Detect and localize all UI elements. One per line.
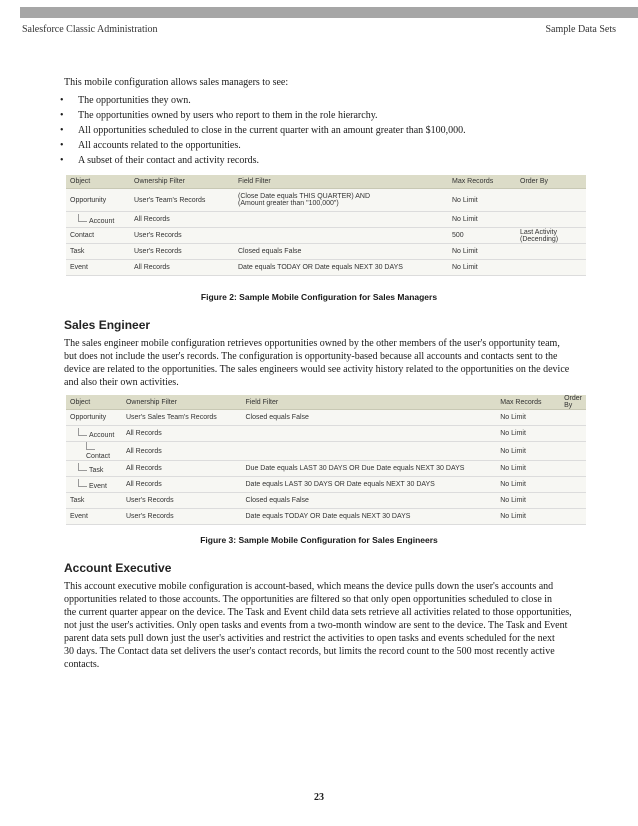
figure-caption: Figure 2: Sample Mobile Configuration for Sales Managers [200, 292, 438, 302]
cell-max: No Limit [448, 189, 516, 212]
list-item: • All accounts related to the opportunities. [60, 140, 241, 151]
page-number: 23 [314, 792, 324, 803]
column-header: Object [66, 395, 122, 410]
tree-elbow-icon [78, 428, 87, 436]
cell-object: Task [66, 493, 122, 509]
intro-text: This mobile configuration allows sales managers to see: [64, 77, 289, 88]
cell-order [516, 244, 586, 260]
column-header: Object [66, 175, 130, 189]
table-row [66, 426, 586, 442]
cell-ownership: All Records [122, 477, 242, 493]
column-header: Max Records [496, 395, 560, 410]
cell-max: No Limit [448, 212, 516, 228]
cell-object: Event [66, 509, 122, 525]
cell-max: No Limit [496, 509, 560, 525]
bullet-icon: • [60, 140, 64, 151]
list-item: • A subset of their contact and activity records. [60, 155, 260, 166]
cell-object: Task [66, 461, 122, 477]
list-item: • The opportunities they own. [60, 95, 191, 106]
cell-object: Contact [66, 442, 122, 461]
bullet-list [60, 93, 466, 168]
list-item: • The opportunities owned by users who report to them in the role hierarchy. [60, 110, 378, 121]
cell-ownership: User's Records [130, 228, 234, 244]
cell-field-filter [242, 426, 497, 442]
section-heading: Sales Engineer [64, 318, 151, 332]
cell-ownership: User's Records [130, 244, 234, 260]
section-heading: Account Executive [64, 561, 172, 575]
tree-elbow-icon [78, 479, 87, 487]
cell-order [560, 461, 586, 477]
column-header: Max Records [448, 175, 516, 189]
table-header-row [66, 395, 586, 410]
list-item: • All opportunities scheduled to close in the current quarter with an amount greater than $100,000. [60, 125, 466, 136]
cell-max: No Limit [496, 442, 560, 461]
column-header: Ownership Filter [130, 175, 234, 189]
cell-order [560, 509, 586, 525]
header-bar [20, 7, 638, 18]
cell-object: Event [66, 260, 130, 276]
cell-field-filter: Date equals LAST 30 DAYS OR Date equals NEXT 30 DAYS [242, 477, 497, 493]
paragraph: This account executive mobile configuration is account-based, which means the device pulls down the user's accounts and opportunities related to those accounts. The opportunities are filtered so that only open opportunities scheduled to close in the current quarter appear on the device. The Task and Event child data sets retrieve all activities related to those opportunities, not just the user's activities. Only open tasks and events from a two-month window are sent to the device. The Task and Event parent data sets pull down just the user's activities and restrict the activities to open tasks and events scheduled for the next 30 days. The Contact data set delivers the user's contact records, but limits the record count to the 500 most recently active contacts. [64, 581, 572, 670]
cell-max: No Limit [496, 426, 560, 442]
cell-object: Opportunity [66, 410, 122, 426]
tree-elbow-icon [78, 463, 87, 471]
table-row [66, 260, 586, 276]
cell-max: No Limit [448, 244, 516, 260]
bullet-icon: • [60, 125, 64, 136]
table-row [66, 212, 586, 228]
cell-max: No Limit [496, 410, 560, 426]
cell-order [560, 493, 586, 509]
cell-max: No Limit [496, 477, 560, 493]
cell-field-filter: Closed equals False [242, 493, 497, 509]
cell-field-filter: Date equals TODAY OR Date equals NEXT 30 DAYS [242, 509, 497, 525]
table-row [66, 228, 586, 244]
cell-order [560, 426, 586, 442]
cell-order: Last Activity (Decending) [516, 228, 586, 244]
cell-order [560, 442, 586, 461]
header-left: Salesforce Classic Administration [22, 24, 158, 35]
cell-order [560, 477, 586, 493]
table-row [66, 493, 586, 509]
cell-field-filter: (Close Date equals THIS QUARTER) AND (Amount greater than "100,000") [234, 189, 448, 212]
table-row [66, 442, 586, 461]
cell-max: No Limit [496, 461, 560, 477]
table-row [66, 410, 586, 426]
table-row [66, 461, 586, 477]
header-right: Sample Data Sets [545, 24, 616, 35]
cell-field-filter: Date equals TODAY OR Date equals NEXT 30 DAYS [234, 260, 448, 276]
cell-object: Account [66, 426, 122, 442]
sales-engineer-config-table [66, 395, 586, 525]
cell-max: 500 [448, 228, 516, 244]
cell-object: Event [66, 477, 122, 493]
cell-field-filter: Due Date equals LAST 30 DAYS OR Due Date equals NEXT 30 DAYS [242, 461, 497, 477]
table-header-row [66, 175, 586, 189]
table-row [66, 509, 586, 525]
cell-ownership: User's Records [122, 493, 242, 509]
table-row [66, 189, 586, 212]
cell-field-filter [234, 212, 448, 228]
cell-object: Opportunity [66, 189, 130, 212]
cell-ownership: All Records [122, 461, 242, 477]
cell-max: No Limit [448, 260, 516, 276]
figure-caption: Figure 3: Sample Mobile Configuration for Sales Engineers [200, 535, 438, 545]
cell-ownership: All Records [122, 426, 242, 442]
cell-object: Account [66, 212, 130, 228]
cell-ownership: User's Records [122, 509, 242, 525]
cell-field-filter: Closed equals False [242, 410, 497, 426]
column-header: Ownership Filter [122, 395, 242, 410]
column-header: Field Filter [234, 175, 448, 189]
cell-field-filter [242, 442, 497, 461]
column-header: Field Filter [242, 395, 497, 410]
table-row [66, 244, 586, 260]
cell-order [516, 212, 586, 228]
tree-elbow-icon [78, 214, 87, 222]
cell-ownership: All Records [130, 260, 234, 276]
cell-ownership: All Records [130, 212, 234, 228]
running-header [22, 24, 616, 35]
bullet-icon: • [60, 95, 64, 106]
cell-object: Contact [66, 228, 130, 244]
table-row [66, 477, 586, 493]
cell-order [560, 410, 586, 426]
cell-ownership: User's Team's Records [130, 189, 234, 212]
sales-manager-config-table [66, 175, 586, 276]
cell-field-filter: Closed equals False [234, 244, 448, 260]
tree-elbow-icon [86, 442, 95, 450]
cell-ownership: User's Sales Team's Records [122, 410, 242, 426]
cell-ownership: All Records [122, 442, 242, 461]
cell-field-filter [234, 228, 448, 244]
bullet-icon: • [60, 110, 64, 121]
cell-max: No Limit [496, 493, 560, 509]
paragraph: The sales engineer mobile configuration retrieves opportunities owned by the other members of the user's opportunity team, but does not include the user's records. The configuration is opportunity-based because all accounts and contacts sent to the device are related to the opportunities. The sales engineers would see activity history related to the opportunities on the device and also their own activities. [64, 338, 570, 388]
cell-order [516, 189, 586, 212]
column-header: Order By [516, 175, 586, 189]
cell-object: Task [66, 244, 130, 260]
column-header: Order By [560, 395, 586, 410]
bullet-icon: • [60, 155, 64, 166]
cell-order [516, 260, 586, 276]
